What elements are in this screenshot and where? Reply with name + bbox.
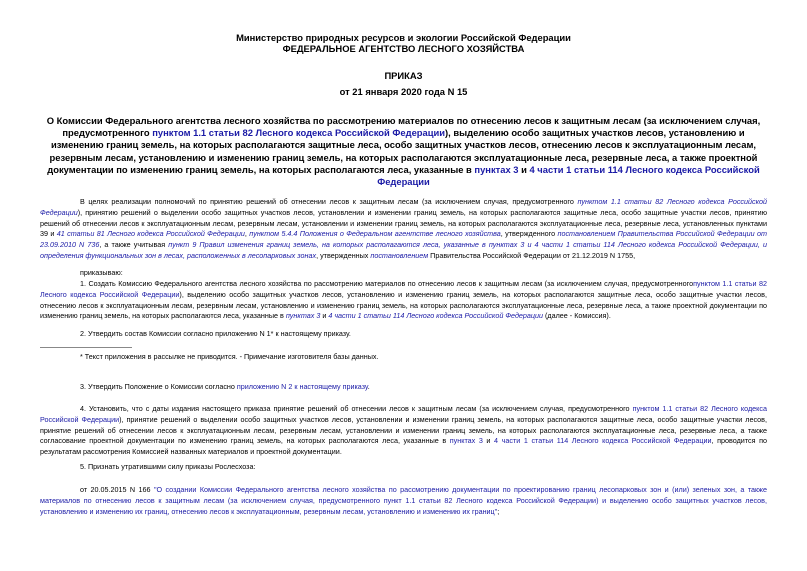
preamble-link-4[interactable]: постановлением Правительства Российской Федерации от 23.09.2010 N 736: [40, 229, 767, 250]
footnote-text: * Текст приложения в рассылке не приводится. - Примечание изготовителя базы данных.: [80, 352, 379, 361]
preamble-link-6[interactable]: постановлением: [370, 250, 429, 260]
title-link-items-3[interactable]: пунктах 3: [474, 163, 519, 175]
item-1-link-2[interactable]: пунктах 3: [285, 311, 321, 321]
item-2-paragraph: 2. Утвердить состав Комиссии согласно приложению N 1* к настоящему приказу.: [80, 329, 351, 338]
item-4-link-1[interactable]: пунктом 1.1 статьи 82 Лесного кодекса Российской Федерации: [40, 404, 767, 424]
preamble-paragraph: В целях реализации полномочий по принятию решений об отнесении лесов к защитным лесам (за исключением случая, предусмотренного пунктом 1.1 статьи 82 Лесного кодекса Российской Федерации), принятию решений о выделении особо защитных участков лесов, установлении и изменении границ земель, на которых располагаются защитные леса, особо защитные участки лесов, принятию решений об отнесении лесов к эксплуатационным лесам, резервным лесам, установлении и изменении границ земель, на которых располагаются эксплуатационные леса, резервные леса, установленных пунктами 39 и 41 статьи 81 Лесного кодекса Российской Федерации, пунктом 5.4.4 Положения о Федеральном агентстве лесного хозяйства, утвержденного постановлением Правительства Российской Федерации от 23.09.2010 N 736, а также учитывая пункт 9 Правил изменения границ земель, на которых располагаются леса, указанные в пунктах 3 и 4 части 1 статьи 114 Лесного кодекса Российской Федерации, и определения функциональных зон в лесах, расположенных в лесопарковых зонах, утвержденных постановлением Правительства Российской Федерации от 21.12.2019 N 1755,: [40, 197, 767, 260]
item-1-paragraph: 1. Создать Комиссию Федерального агентства лесного хозяйства по рассмотрению материалов по отнесению лесов к защитным лесам (за исключением случая, предусмотренногопунктом 1.1 статьи 82 Лесного кодекса Российской Федерации), выделению особо защитных участков лесов, установлению и изменению границ земель, на которых располагаются защитные леса, особо защитные участки лесов, отнесению лесов к эксплуатационным лесам, резервным лесам, установлению и изменению границ земель, на которых располагаются эксплуатационные леса, резервные леса, а также проектной документации по изменению границ земель, на которых располагаются леса, указанные в пунктах 3 и 4 части 1 статьи 114 Лесного кодекса Российской Федерации (далее - Комиссия).: [40, 279, 767, 321]
title-link-article-114[interactable]: 4 части 1 статьи 114 Лесного кодекса Российской Федерации: [377, 163, 760, 188]
item-5a-paragraph: от 20.05.2015 N 166 "О создании Комиссии Федерального агентства лесного хозяйства по рассмотрению документации по проектированию границ лесопарковых зон и (или) зеленых зон, а также материалов по отнесению лесов к защитным лесам (за исключением случая, предусмотренного пункт 1.1 статьи 82 Лесного кодекса Российской Федерации) и выделению особо защитных участков лесов, установлению и изменению их границ, отнесению лесов к эксплуатационным, резервным лесам, установлению и изменению их границ";: [40, 485, 767, 516]
item-1-link-1[interactable]: пунктом 1.1 статьи 82 Лесного кодекса Российской Федерации: [40, 279, 767, 299]
item-5a-link[interactable]: "О создании Комиссии Федерального агентства лесного хозяйства по рассмотрению документации по проектированию границ лесопарковых зон и (или) зеленых зон, а также материалов по отнесению лесов к защитным лесам (за исключением случая, предусмотренного пункт 1.1 статьи 82 Лесного кодекса Российской Федерации) и выделению особо защитных участков лесов, установлению и изменению их границ, отнесению лесов к эксплуатационным, резервным лесам, установлению и изменению их границ": [40, 485, 767, 516]
preamble-link-3[interactable]: пунктом 5.4.4 Положения о Федеральном агентстве лесного хозяйства: [249, 229, 501, 239]
item-5-paragraph: 5. Признать утратившими силу приказы Рослесхоза:: [80, 462, 256, 471]
prikazyvayu-line: приказываю:: [80, 268, 123, 277]
title-link-article-82[interactable]: пунктом 1.1 статьи 82 Лесного кодекса Российской Федерации: [152, 127, 446, 139]
item-4-link-2[interactable]: пунктах 3: [449, 436, 483, 446]
document-title: О Комиссии Федерального агентства лесного хозяйства по рассмотрению материалов по отнесению лесов к защитным лесам (за исключением случая, предусмотренного пунктом 1.1 статьи 82 Лесного кодекса Российской Федерации), выделению особо защитных участков лесов, установлению и изменению границ земель, на которых располагаются защитные леса, особо защитных участков лесов, отнесению лесов к эксплуатационным лесам, резервным лесам, установлению и изменению границ земель, на которых располагаются эксплуатационные леса, резервные леса, а также проектной документации по изменению границ земель, на которых располагаются леса, указанные в пунктах 3 и 4 части 1 статьи 114 Лесного кодекса Российской Федерации: [46, 115, 761, 188]
document-date-number: от 21 января 2020 года N 15: [339, 86, 468, 97]
item-4-link-3[interactable]: 4 части 1 статьи 114 Лесного кодекса Российской Федерации: [494, 436, 712, 446]
ministry-name: Министерство природных ресурсов и экологии Российской Федерации: [236, 32, 571, 43]
item-3-paragraph: 3. Утвердить Положение о Комиссии согласно приложению N 2 к настоящему приказу.: [80, 382, 370, 391]
preamble-link-5[interactable]: пункт 9 Правил изменения границ земель, на которых располагаются леса, указанные в пунктах 3 и 4 части 1 статьи 114 Лесного кодекса Российской Федерации, и определения функциональных зон в лесах, расположенных в лесопарковых зонах: [40, 240, 767, 260]
item-4-paragraph: 4. Установить, что с даты издания настоящего приказа принятие решений об отнесении лесов к защитным лесам (за исключением случая, предусмотренного пунктом 1.1 статьи 82 Лесного кодекса Российской Федерации), принятие решений о выделении особо защитных участков лесов, установлении и изменении границ земель, на которых располагаются защитные леса, особо защитные участки лесов, принятие решений об отнесении лесов к эксплуатационным лесам, резервным лесам, установлении и изменении границ земель, на которых располагаются эксплуатационные леса, резервные леса, а также согласование проектной документации по изменению границ земель, на которых располагаются леса, указанные в пунктах 3 и 4 части 1 статьи 114 Лесного кодекса Российской Федерации, проводится по результатам рассмотрения Комиссией названных материалов и проектной документации.: [40, 404, 768, 457]
item-1-link-3[interactable]: 4 части 1 статьи 114 Лесного кодекса Российской Федерации: [328, 311, 544, 321]
preamble-link-2[interactable]: 41 статьи 81 Лесного кодекса Российской Федерации: [56, 229, 245, 239]
item-3-link[interactable]: приложению N 2 к настоящему приказу: [236, 382, 368, 391]
document-type: ПРИКАЗ: [384, 70, 423, 81]
preamble-link-1[interactable]: пунктом 1.1 статьи 82 Лесного кодекса Российской Федерации: [40, 197, 767, 217]
agency-name: ФЕДЕРАЛЬНОЕ АГЕНТСТВО ЛЕСНОГО ХОЗЯЙСТВА: [282, 43, 525, 54]
footnote-rule: [40, 347, 132, 348]
